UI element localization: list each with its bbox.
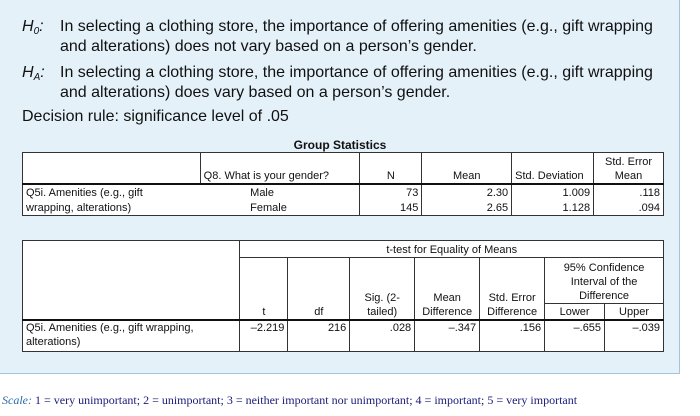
group-statistics-table bbox=[22, 152, 664, 216]
scale-label: Scale: bbox=[2, 393, 32, 407]
female-sd: 1.128 bbox=[512, 200, 594, 216]
female-n: 145 bbox=[360, 200, 422, 216]
table-row bbox=[23, 200, 664, 216]
group-statistics-title: Group Statistics bbox=[293, 138, 387, 152]
table-row bbox=[23, 320, 664, 352]
female-mean: 2.65 bbox=[422, 200, 512, 216]
sig-value: .028 bbox=[350, 320, 415, 352]
ttest-variable-label: Q5i. Amenities (e.g., gift wrapping, alterations) bbox=[23, 320, 240, 352]
gender-header: Q8. What is your gender? bbox=[200, 153, 360, 184]
null-hypothesis-text: In selecting a clothing store, the importance of offering amenities (e.g., gift wrapping and alterations) does not vary based on a person’s gender. bbox=[60, 18, 653, 55]
decision-rule: Decision rule: significance level of .05 bbox=[22, 108, 289, 125]
se-diff-header: Std. Error Difference bbox=[480, 258, 545, 320]
se-diff-value: .156 bbox=[480, 320, 545, 352]
mean-header: Mean bbox=[422, 153, 512, 184]
ttest-table bbox=[22, 240, 664, 352]
female-se: .094 bbox=[594, 200, 664, 216]
male-sd: 1.009 bbox=[512, 184, 594, 200]
df-value: 216 bbox=[288, 320, 350, 352]
variable-label-line2: wrapping, alterations) bbox=[23, 200, 201, 216]
male-n: 73 bbox=[360, 184, 422, 200]
alternative-hypothesis-text: In selecting a clothing store, the importance of offering amenities (e.g., gift wrapping and alterations) does vary based on a person’s gender. bbox=[60, 64, 653, 101]
se-header: Std. Error Mean bbox=[594, 153, 664, 184]
lower-value: –.655 bbox=[545, 320, 605, 352]
male-mean: 2.30 bbox=[422, 184, 512, 200]
lower-header: Lower bbox=[545, 304, 605, 320]
scale-text: 1 = very unimportant; 2 = unimportant; 3 = neither important nor unimportant; 4 = important; 5 = very important bbox=[34, 393, 578, 407]
group-female: Female bbox=[200, 200, 360, 216]
ci-header: 95% Confidence Interval of the Difference bbox=[545, 258, 664, 304]
sd-header: Std. Deviation bbox=[512, 153, 594, 184]
upper-value: –.039 bbox=[605, 320, 664, 352]
df-header: df bbox=[288, 258, 350, 320]
ttest-title: t-test for Equality of Means bbox=[240, 241, 664, 258]
group-male: Male bbox=[200, 184, 360, 200]
variable-label-line1: Q5i. Amenities (e.g., gift bbox=[23, 184, 201, 200]
upper-header: Upper bbox=[605, 304, 664, 320]
male-se: .118 bbox=[594, 184, 664, 200]
t-value: –2.219 bbox=[240, 320, 288, 352]
mean-diff-header: Mean Difference bbox=[415, 258, 480, 320]
ttest-title-row bbox=[23, 241, 664, 258]
group-statistics-header-row bbox=[23, 153, 664, 184]
alternative-hypothesis-label: $H_A$: bbox=[22, 64, 45, 83]
t-header: t bbox=[240, 258, 288, 320]
ttest-corner bbox=[23, 241, 240, 320]
n-header: N bbox=[360, 153, 422, 184]
mean-diff-value: –.347 bbox=[415, 320, 480, 352]
scale-note bbox=[2, 393, 577, 408]
table-row bbox=[23, 184, 664, 200]
null-hypothesis-label: $H_0$: bbox=[22, 18, 44, 37]
group-statistics-corner bbox=[23, 153, 201, 184]
sig-header: Sig. (2-tailed) bbox=[350, 258, 415, 320]
